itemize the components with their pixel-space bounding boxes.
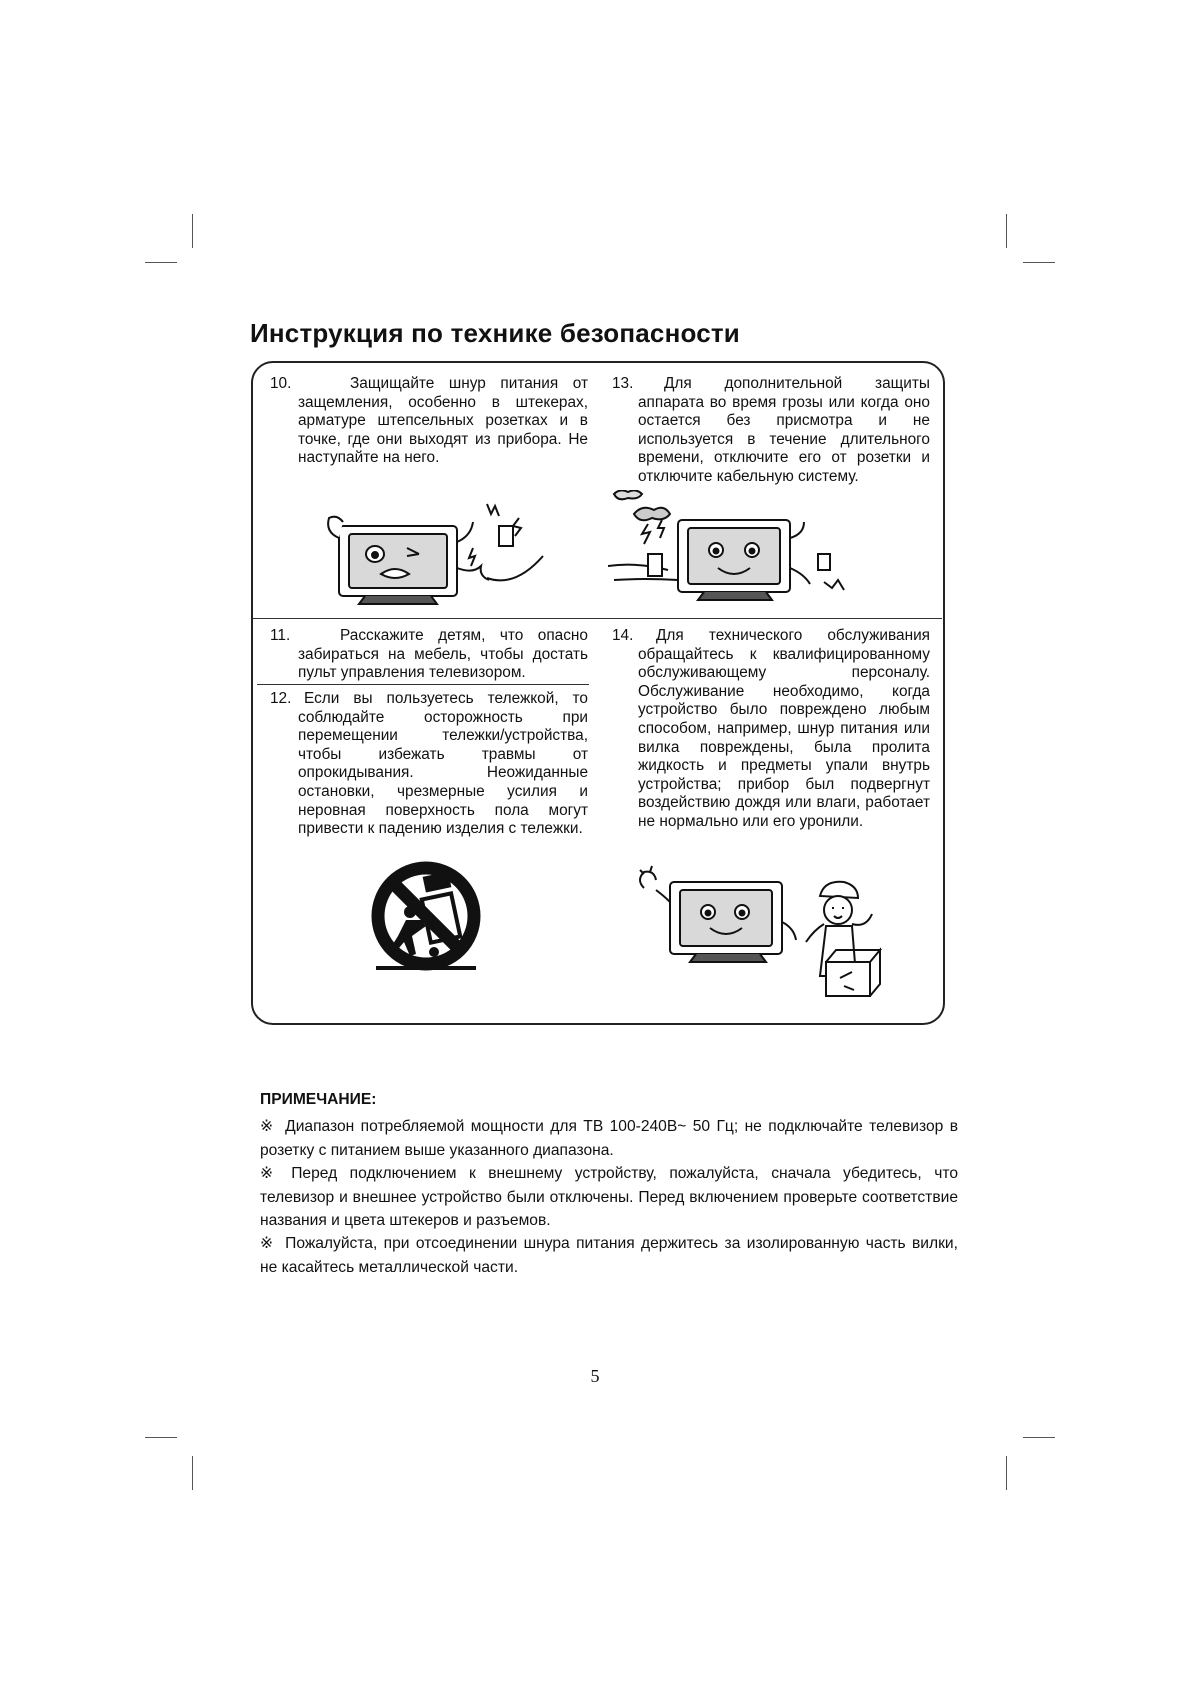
row-divider [253,618,942,619]
item-14 [612,627,930,832]
reference-mark: ※ [260,1165,282,1183]
crop-mark [1023,262,1055,263]
page-number: 5 [590,1366,600,1386]
item-divider [257,684,589,685]
item-text: Расскажите детям, что опасно забираться на мебель, чтобы достать пульт управления телевизором. [298,627,588,682]
note-text: Диапазон потребляемой мощности для ТВ 100-240В~ 50 Гц; не подключайте телевизор в розетку с питанием выше указанного диапазона. [260,1118,958,1159]
note-section [260,1088,958,1279]
item-text: Защищайте шнур питания от защемления, особенно в штекерах, арматуре штепсельных розетках и в точке, где они выходят из прибора. Не наступайте на него. [298,375,588,467]
cart-tipover-warning-icon [370,860,486,976]
item-10 [270,375,588,468]
item-12 [270,690,588,839]
crop-mark [192,214,193,248]
item-number: 11. [270,627,291,644]
item-text: Если вы пользуетесь тележкой, то соблюдайте осторожность при перемещении тележки/устройства, чтобы избежать травмы от опрокидывания. Неожиданные остановки, чрезмерные усилия и неровная поверхность пола могут привести к падению изделия с тележки. [298,690,588,838]
item-number: 12. [270,690,292,707]
crop-mark [145,1437,177,1438]
item-11 [270,627,588,683]
item-text: Для технического обслуживания обращайтесь к квалифицированному обслуживающему персоналу. Обслуживание необходимо, когда устройство было повреждено любым способом, например, шнур питания или вилка повреждены, была пролита жидкость и предметы упали внутрь устройства; прибор был подвергнут воздействию дождя или влаги, работает не нормально или его уронили. [638,627,930,830]
item-13 [612,375,930,487]
crop-mark [192,1456,193,1490]
reference-mark: ※ [260,1235,276,1253]
page-title: Инструкция по технике безопасности [250,318,740,348]
note-paragraph [260,1232,958,1279]
item-number: 14. [612,627,634,644]
item-number: 13. [612,375,634,392]
crop-mark [1006,1456,1007,1490]
tv-power-cord-illustration [315,498,555,610]
item-text: Для дополнительной защиты аппарата во время грозы или когда оно остается без присмотра и не используется в течение длительного времени, отключите его от розетки и отключите кабельную систему. [638,375,930,485]
item-number: 10. [270,375,292,392]
reference-mark: ※ [260,1118,276,1136]
tv-thunderstorm-illustration [608,490,860,608]
crop-mark [1023,1437,1055,1438]
crop-mark [145,262,177,263]
note-text: Пожалуйста, при отсоединении шнура питания держитесь за изолированную часть вилки, не касайтесь металлической части. [260,1235,958,1276]
note-paragraph [260,1115,958,1162]
note-title: ПРИМЕЧАНИЕ: [260,1091,377,1108]
note-paragraph [260,1162,958,1232]
crop-mark [1006,214,1007,248]
tv-service-technician-illustration [630,862,910,1008]
note-text: Перед подключением к внешнему устройству, пожалуйста, сначала убедитесь, что телевизор и внешнее устройство были отключены. Перед включением проверьте соответствие названия и цвета штекеров и разъемов. [260,1165,958,1230]
